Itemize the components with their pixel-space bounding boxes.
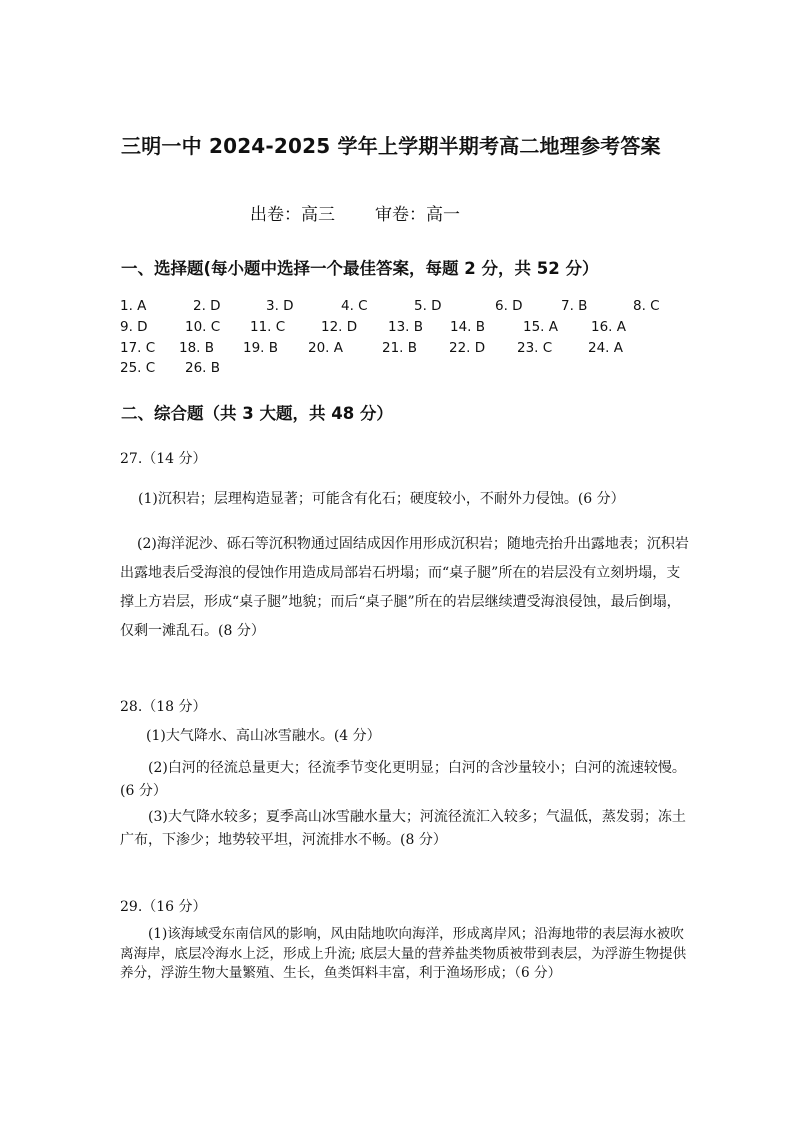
reviewer-label: 审卷：高一 xyxy=(375,205,460,225)
question-28-heading: 28.（18 分） xyxy=(120,699,207,715)
authors-line xyxy=(250,200,460,225)
question-27-heading: 27.（14 分） xyxy=(120,451,207,467)
answer-item: 5. D xyxy=(414,298,442,314)
answer-item: 21. B xyxy=(382,339,418,356)
answer-item: 25. C xyxy=(120,360,156,377)
answer-row xyxy=(120,358,700,379)
answer-item: 12. D xyxy=(321,318,358,335)
answer-item: 6. D xyxy=(495,298,523,314)
document-title: 三明一中 2024-2025 学年上学期半期考高二地理参考答案 xyxy=(121,134,661,158)
q28-part-3: (3)大气降水较多；夏季高山冰雪融水量大；河流径流汇入较多；气温低，蒸发弱；冻土广布，下渗少；地势较平坦，河流排水不畅。(8 分） xyxy=(120,809,686,848)
q28-part-1: (1)大气降水、高山冰雪融水。(4 分） xyxy=(146,728,381,744)
answer-item: 13. B xyxy=(388,318,424,335)
answer-row xyxy=(120,338,700,359)
answer-item: 16. A xyxy=(591,318,626,335)
answer-item: 4. C xyxy=(341,298,368,314)
answer-item: 26. B xyxy=(185,360,221,377)
answer-item: 18. B xyxy=(179,339,215,356)
answer-item: 7. B xyxy=(561,298,588,314)
choice-answers xyxy=(120,296,700,379)
answer-item: 9. D xyxy=(120,318,148,335)
q27-part-1: (1)沉积岩；层理构造显著；可能含有化石；硬度较小，不耐外力侵蚀。(6 分） xyxy=(138,491,625,507)
answer-item: 19. B xyxy=(243,339,279,356)
question-29-heading: 29.（16 分） xyxy=(120,899,207,915)
answer-row xyxy=(120,296,700,317)
setter-label: 出卷：高三 xyxy=(250,205,335,225)
answer-item: 22. D xyxy=(449,339,486,356)
answer-item: 11. C xyxy=(250,318,286,335)
section-1-title: 一、选择题(每小题中选择一个最佳答案，每题 2 分，共 52 分） xyxy=(121,259,599,278)
answer-item: 20. A xyxy=(308,339,343,356)
answer-item: 15. A xyxy=(523,318,558,335)
answer-item: 2. D xyxy=(193,298,221,314)
q29-part-1: (1)该海域受东南信风的影响，风由陆地吹向海洋，形成离岸风；沿海地带的表层海水被吹离海岸，底层冷海水上泛，形成上升流; 底层大量的营养盐类物质被带到表层，为浮游生物提供养分，浮游生物大量繁殖、生长，鱼类饵料丰富，利于渔场形成；（6 分） xyxy=(120,926,687,981)
answer-item: 23. C xyxy=(517,339,553,356)
section-2-title: 二、综合题（共 3 大题，共 48 分） xyxy=(121,404,393,423)
q27-part-2: (2)海洋泥沙、砾石等沉积物通过固结成因作用形成沉积岩；随地壳抬升出露地表；沉积岩出露地表后受海浪的侵蚀作用造成局部岩石坍塌；而“桌子腿”所在的岩层没有立刻坍塌，支撑上方岩层，形成“桌子腿”地貌；而后“桌子腿”所在的岩层继续遭受海浪侵蚀，最后倒塌，仅剩一滩乱石。(8 分） xyxy=(120,536,689,639)
answer-item: 24. A xyxy=(588,339,623,356)
answer-item: 10. C xyxy=(185,318,221,335)
answer-item: 17. C xyxy=(120,339,156,356)
q28-part-2: (2)白河的径流总量更大；径流季节变化更明显；白河的含沙量较小；白河的流速较慢。(6 分） xyxy=(120,760,686,799)
answer-item: 1. A xyxy=(120,298,147,314)
answer-row xyxy=(120,317,700,338)
answer-item: 3. D xyxy=(266,298,294,314)
answer-item: 14. B xyxy=(450,318,486,335)
answer-item: 8. C xyxy=(633,298,660,314)
